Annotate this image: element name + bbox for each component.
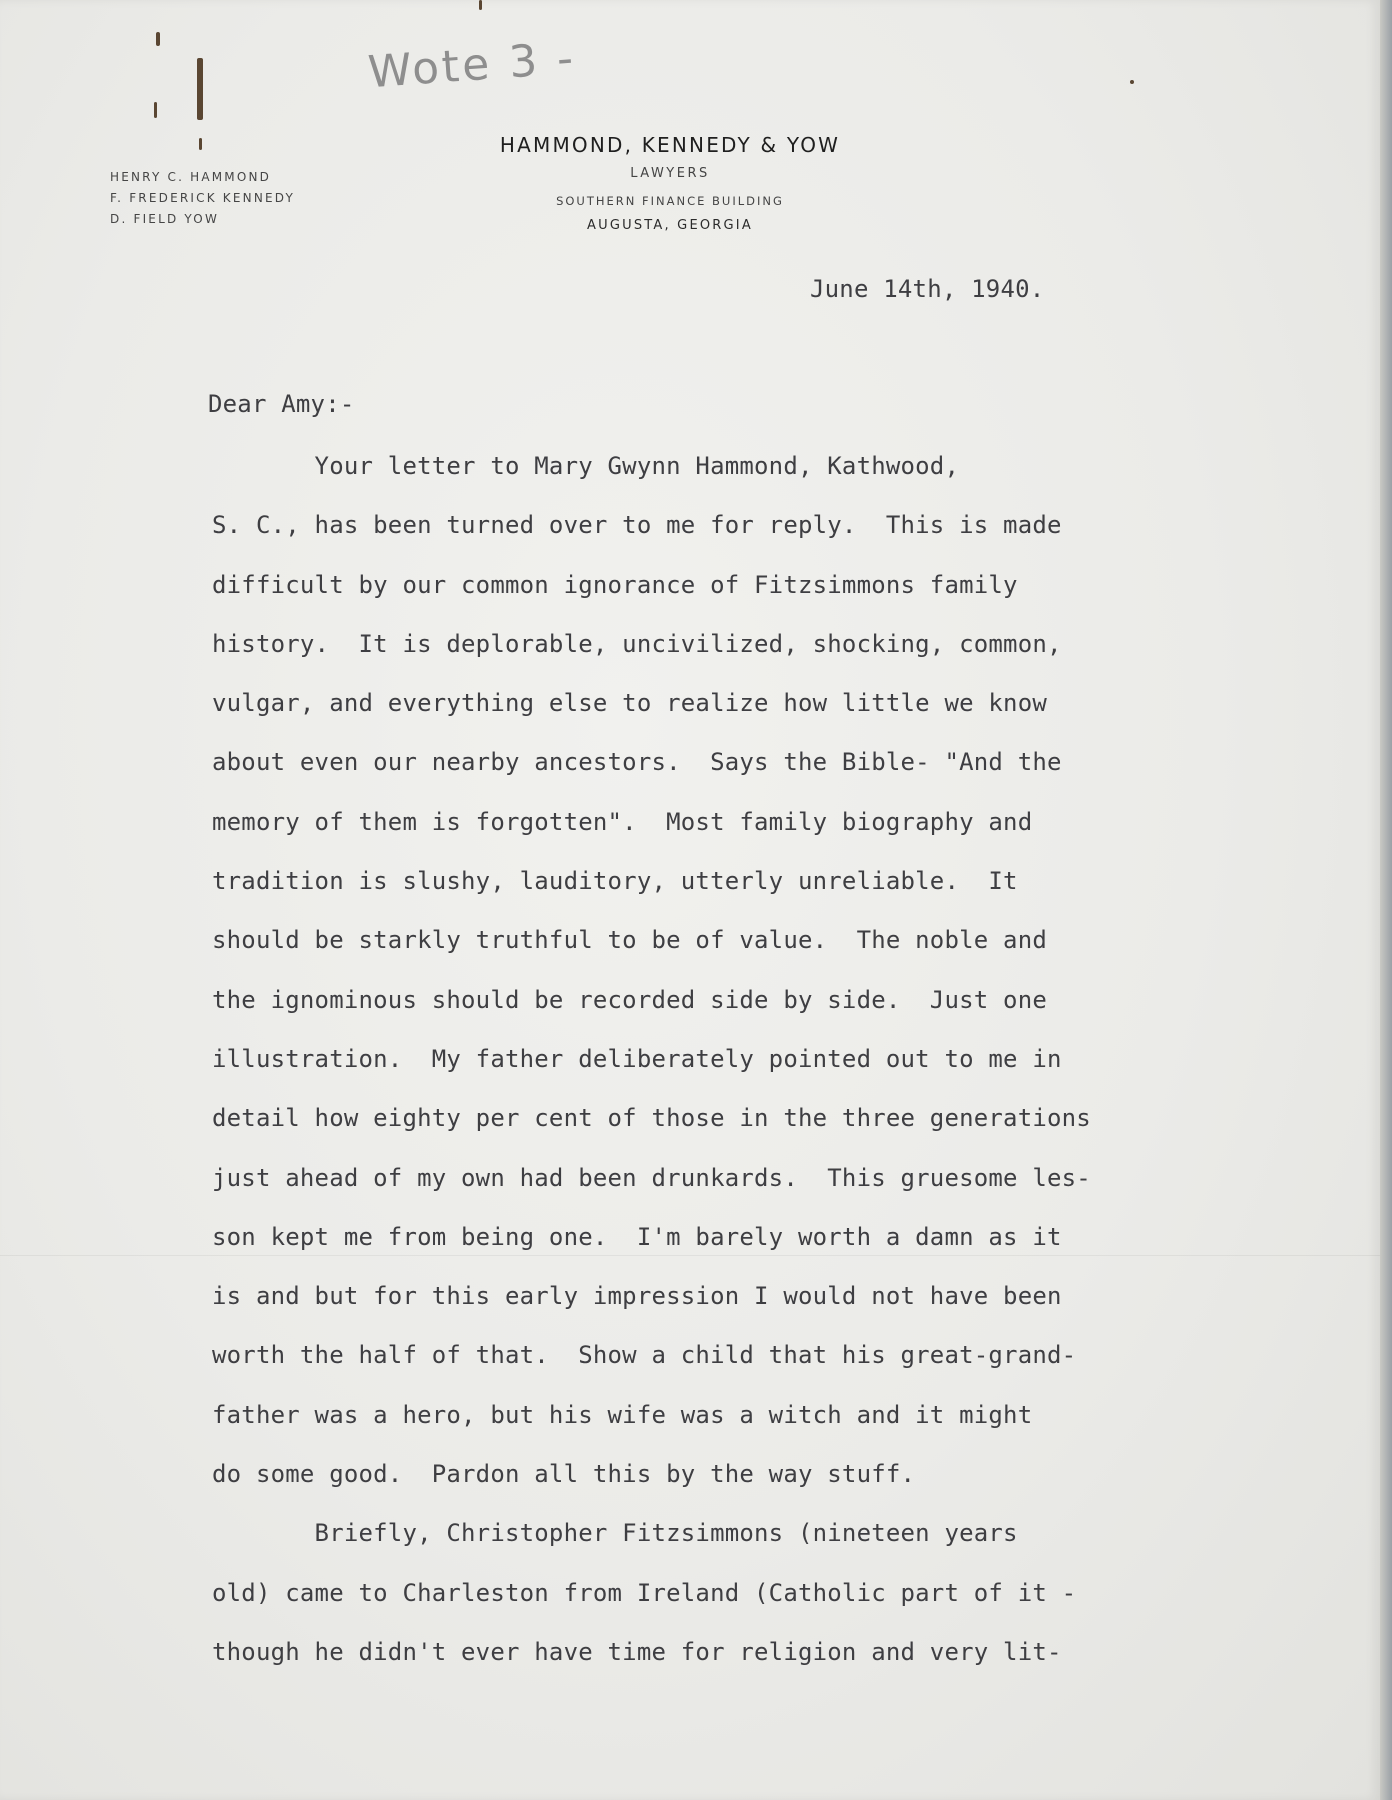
letter-line: is and but for this early impression I would not have been: [212, 1282, 1062, 1311]
rust-mark: [156, 32, 160, 46]
handwritten-note: Wote 3 -: [366, 32, 578, 99]
ink-speck: [1130, 80, 1134, 84]
partner-name: F. FREDERICK KENNEDY: [110, 191, 296, 205]
letter-line: though he didn't ever have time for religion and very lit-: [212, 1637, 1062, 1666]
letter-line: Briefly, Christopher Fitzsimmons (nineteen years: [212, 1519, 1018, 1548]
letter-line: memory of them is forgotten". Most family biography and: [212, 807, 1033, 836]
partner-list: [110, 167, 295, 230]
letter-line: S. C., has been turned over to me for reply. This is made: [212, 511, 1062, 540]
letter-line: do some good. Pardon all this by the way stuff.: [212, 1460, 916, 1489]
partner-name: HENRY C. HAMMOND: [110, 170, 272, 184]
rust-mark: [199, 138, 202, 150]
firm-city: AUGUSTA, GEORGIA: [587, 218, 753, 233]
letter-line: son kept me from being one. I'm barely worth a damn as it: [212, 1222, 1062, 1251]
letter-line: history. It is deplorable, uncivilized, shocking, common,: [212, 629, 1062, 658]
letter-line: detail how eighty per cent of those in the three generations: [212, 1104, 1091, 1133]
salutation: Dear Amy:-: [208, 390, 355, 418]
partner-name: D. FIELD YOW: [110, 212, 220, 226]
firm-name: HAMMOND, KENNEDY & YOW: [499, 133, 841, 157]
firm-building: SOUTHERN FINANCE BUILDING: [556, 194, 784, 208]
rust-mark: [154, 102, 157, 118]
rust-mark: [479, 0, 482, 10]
letter-line: worth the half of that. Show a child that his great-grand-: [212, 1341, 1077, 1370]
letter-line: Your letter to Mary Gwynn Hammond, Kathwood,: [212, 452, 960, 480]
letter-line: old) came to Charleston from Ireland (Catholic part of it -: [212, 1578, 1077, 1607]
letter-line: father was a hero, but his wife was a witch and it might: [212, 1400, 1033, 1429]
firm-profession: LAWYERS: [630, 166, 710, 181]
letterhead: [450, 132, 890, 236]
letter-line: the ignominous should be recorded side by side. Just one: [212, 985, 1048, 1014]
letter-line: tradition is slushy, lauditory, utterly unreliable. It: [212, 867, 1018, 896]
letter-date: June 14th, 1940.: [810, 275, 1045, 303]
letter-line: just ahead of my own had been drunkards. This gruesome les-: [212, 1163, 1091, 1192]
letter-line: difficult by our common ignorance of Fitzsimmons family: [212, 570, 1018, 599]
letter-body: [212, 448, 1091, 1693]
letter-line: illustration. My father deliberately pointed out to me in: [212, 1044, 1062, 1073]
letter-line: should be starkly truthful to be of value. The noble and: [212, 926, 1048, 955]
letter-line: about even our nearby ancestors. Says the Bible- "And the: [212, 748, 1062, 777]
page-edge: [1380, 0, 1392, 1800]
staple-mark: [197, 58, 203, 120]
letter-line: vulgar, and everything else to realize how little we know: [212, 689, 1048, 718]
